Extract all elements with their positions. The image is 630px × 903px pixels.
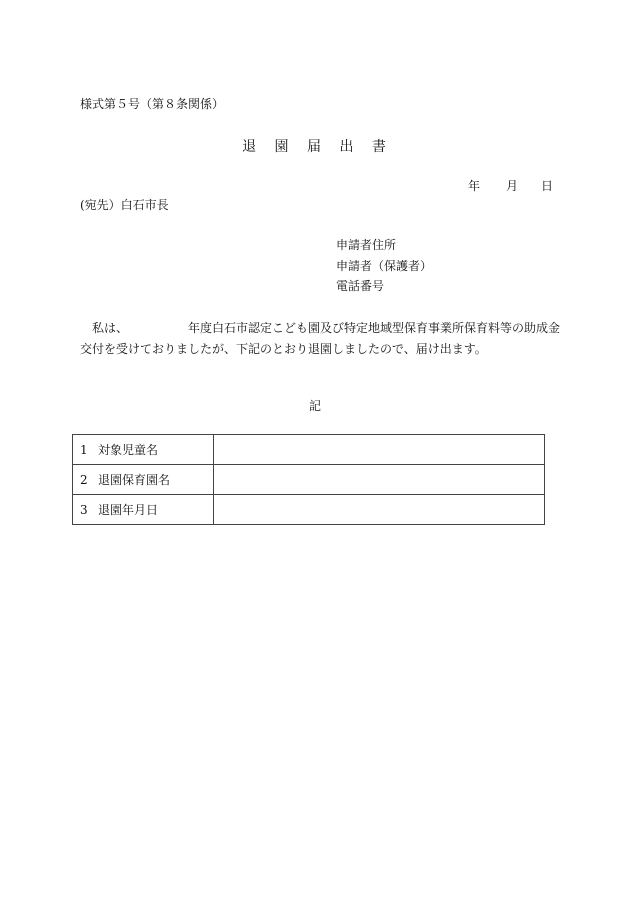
row-number: 2 bbox=[80, 473, 88, 487]
body-line-2: 交付を受けておりましたが、下記のとおり退園しましたので、届け出ます。 bbox=[80, 342, 487, 356]
date-year-label: 年 bbox=[468, 179, 481, 193]
table-row-value[interactable] bbox=[214, 435, 545, 465]
row-number: 1 bbox=[80, 443, 88, 457]
row-label-text: 退園年月日 bbox=[98, 503, 159, 517]
body-line1-prefix: 私は、 bbox=[92, 321, 129, 335]
table-row-label bbox=[73, 435, 214, 465]
form-number: 様式第５号（第８条関係） bbox=[80, 97, 225, 111]
ki-heading: 記 bbox=[308, 399, 321, 413]
date-month-label: 月 bbox=[506, 179, 519, 193]
table-row bbox=[73, 435, 545, 465]
addressee: (宛先）白石市長 bbox=[80, 198, 169, 212]
body-line-1 bbox=[80, 319, 560, 336]
applicant-phone-label: 電話番号 bbox=[336, 279, 385, 293]
table-row-value[interactable] bbox=[214, 465, 545, 495]
details-table bbox=[72, 434, 545, 525]
table-row-label bbox=[73, 495, 214, 525]
date-day-label: 日 bbox=[541, 179, 554, 193]
row-label-text: 退園保育園名 bbox=[98, 473, 171, 487]
applicant-address-label: 申請者住所 bbox=[336, 238, 397, 252]
row-label-text: 対象児童名 bbox=[98, 443, 159, 457]
body-line1-suffix: 年度白石市認定こども園及び特定地域型保育事業所保育料等の助成金 bbox=[188, 321, 561, 335]
document-title: 退 園 届 出 書 bbox=[242, 139, 388, 155]
table-row bbox=[73, 465, 545, 495]
table-row bbox=[73, 495, 545, 525]
table-row-label bbox=[73, 465, 214, 495]
applicant-name-label: 申請者（保護者） bbox=[336, 259, 433, 273]
row-number: 3 bbox=[80, 503, 88, 517]
table-row-value[interactable] bbox=[214, 495, 545, 525]
